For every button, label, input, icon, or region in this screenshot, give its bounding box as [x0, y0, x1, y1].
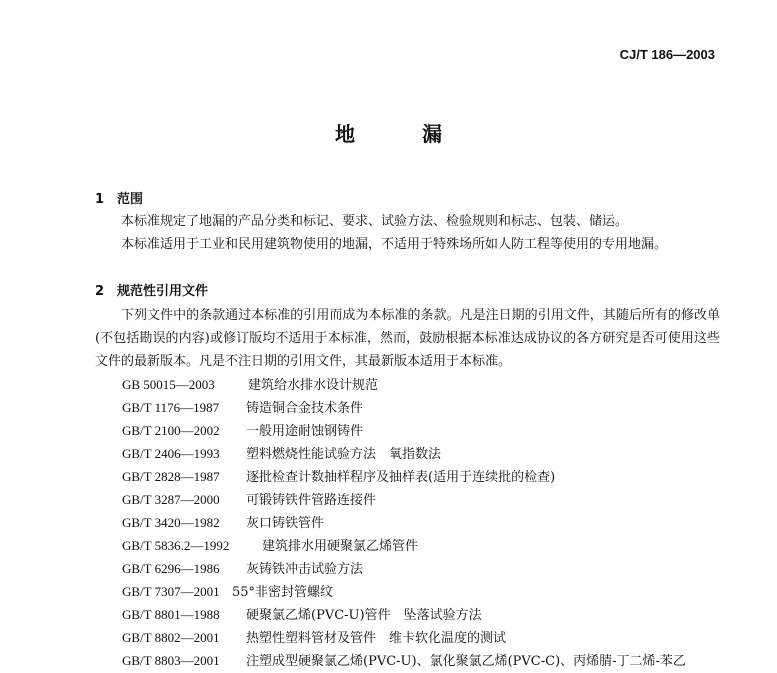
reference-list	[122, 373, 686, 672]
reference-title: 塑料燃烧性能试验方法 氧指数法	[246, 447, 442, 462]
reference-code: GB/T 2828—1987	[122, 469, 220, 484]
reference-code: GB 50015—2003	[122, 377, 215, 392]
reference-item	[122, 534, 686, 557]
reference-code: GB/T 3420—1982	[122, 515, 220, 530]
reference-item	[122, 580, 686, 603]
section-number: 1	[95, 192, 105, 207]
reference-title: 建筑排水用硬聚氯乙烯管件	[262, 539, 419, 554]
reference-title: 可锻铸铁件管路连接件	[246, 493, 377, 508]
reference-code: GB/T 5836.2—1992	[122, 538, 230, 553]
section-title: 范围	[117, 192, 144, 207]
section-title: 规范性引用文件	[117, 284, 209, 299]
reference-item	[122, 557, 686, 580]
scope-paragraph-1: 本标准规定了地漏的产品分类和标记、要求、试验方法、检验规则和标志、包装、储运。	[121, 214, 629, 229]
reference-item	[122, 465, 686, 488]
reference-title: 一般用途耐蚀钢铸件	[246, 424, 364, 439]
page-title: 地 漏	[335, 122, 472, 146]
reference-code: GB/T 2100—2002	[122, 423, 220, 438]
reference-item	[122, 649, 686, 672]
reference-title: 建筑给水排水设计规范	[248, 378, 379, 393]
document-code: CJ/T 186—2003	[619, 47, 715, 62]
reference-title: 铸造铜合金技术条件	[246, 401, 364, 416]
reference-title: 注塑成型硬聚氯乙烯(PVC-U)、氯化聚氯乙烯(PVC-C)、丙烯腈-丁二烯-苯乙	[246, 654, 686, 669]
references-intro-paragraph: 下列文件中的条款通过本标准的引用而成为本标准的条款。凡是注日期的引用文件，其随后所有的修改单(不包括勘误的内容)或修订版均不适用于本标准，然而，鼓励根据本标准达成协议的各方研究是否可使用这些文件的最新版本。凡是不注日期的引用文件，其最新版本适用于本标准。	[95, 308, 720, 369]
section-heading-scope	[95, 188, 143, 207]
reference-code: GB/T 6296—1986	[122, 561, 220, 576]
section-heading-normative-references	[95, 280, 208, 299]
reference-code: GB/T 2406—1993	[122, 446, 220, 461]
reference-code: GB/T 8802—2001	[122, 630, 220, 645]
reference-code: GB/T 1176—1987	[122, 400, 220, 415]
reference-code: GB/T 8801—1988	[122, 607, 220, 622]
reference-code: GB/T 8803—2001	[122, 653, 220, 668]
scope-paragraph-2: 本标准适用于工业和民用建筑物使用的地漏，不适用于特殊场所如人防工程等使用的专用地漏。	[121, 237, 668, 252]
reference-item	[122, 626, 686, 649]
reference-title: 硬聚氯乙烯(PVC-U)管件 坠落试验方法	[246, 608, 482, 623]
reference-title: 热塑性塑料管材及管件 维卡软化温度的测试	[246, 631, 507, 646]
reference-item	[122, 488, 686, 511]
reference-item	[122, 442, 686, 465]
reference-title: 灰口铸铁管件	[246, 516, 325, 531]
reference-title: 逐批检查计数抽样程序及抽样表(适用于连续批的检查)	[246, 470, 556, 485]
reference-code: GB/T 7307—2001	[122, 584, 220, 599]
reference-item	[122, 373, 686, 396]
section-number: 2	[95, 284, 105, 299]
reference-title: 灰铸铁冲击试验方法	[246, 562, 364, 577]
reference-title: 55°非密封管螺纹	[232, 585, 334, 600]
reference-code: GB/T 3287—2000	[122, 492, 220, 507]
reference-item	[122, 419, 686, 442]
reference-item	[122, 396, 686, 419]
reference-item	[122, 603, 686, 626]
reference-item	[122, 511, 686, 534]
